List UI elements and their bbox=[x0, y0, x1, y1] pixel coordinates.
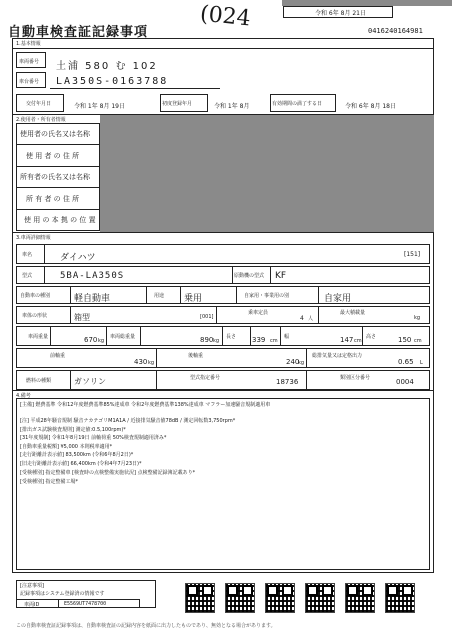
note-text: 記録事項はシステム登録済の情報です bbox=[20, 591, 105, 597]
fuel-value: ガソリン bbox=[74, 377, 106, 386]
length-unit: cm bbox=[270, 338, 278, 344]
displacement-label: 総排気量又は定格出力 bbox=[312, 353, 363, 359]
owner-row-base-location: 使 用 の 本 拠 の 位 置 bbox=[24, 216, 96, 224]
remark-line-6: [走行距離計表示値] 83,500km (令和6年8月2日)* bbox=[20, 452, 134, 458]
width-label: 幅 bbox=[284, 334, 290, 340]
remark-line-2: [注] 平成28年騒音規制 騒音ナカテゴリM1A1A / 近接排気騒音値78dB / 測定回転数3,750rpm* bbox=[20, 418, 236, 424]
shape-label: 車体の形状 bbox=[22, 313, 48, 319]
height-unit: cm bbox=[414, 338, 422, 344]
section-remarks-title: 4.備考 bbox=[16, 393, 31, 399]
footer-note: この自動車検査証記録事項は、自動車検査証の記録内容を紙面に出力したものであり、無効となる場合があります。 bbox=[16, 623, 276, 629]
owner-row-user-address: 使 用 者 の 住 所 bbox=[26, 152, 80, 160]
remark-line-5: [自動車重量税額] ¥5,000 本則税率適用* bbox=[20, 444, 113, 450]
section-basic-title: 1.基本情報 bbox=[16, 41, 41, 47]
section-owner-title: 2.使用者・所有者情報 bbox=[16, 117, 66, 123]
front-axle-label: 前軸重 bbox=[50, 353, 66, 359]
gross-unit: kg bbox=[213, 338, 220, 344]
class-value: 0004 bbox=[396, 378, 414, 386]
qr-code-4 bbox=[305, 583, 335, 613]
purpose-value: 自家用 bbox=[324, 294, 352, 304]
width-value: 147 bbox=[340, 336, 354, 344]
qr-code-6 bbox=[385, 583, 415, 613]
capacity-unit: 人 bbox=[308, 316, 314, 322]
reg-value: 土浦 580 む 102 bbox=[56, 61, 158, 72]
document-code: 0416240164981 bbox=[368, 27, 423, 35]
remark-line-7: [旧走行距離計表示値] 66,400km (令和4年7月23日)* bbox=[20, 461, 142, 467]
weight-unit: kg bbox=[98, 338, 105, 344]
first-reg-label: 初度登録年月 bbox=[162, 101, 193, 107]
height-value: 150 bbox=[398, 336, 412, 344]
maker-value: ダイハツ bbox=[60, 253, 96, 263]
remark-line-1: [主備] 燃費基準 令和12年度燃費基準85%達成車 令和2年度燃費基準138%達成車 マフラー加速騒音規制適用車 bbox=[20, 402, 271, 408]
rear-axle-label: 後軸重 bbox=[188, 353, 204, 359]
remark-line-3: [排出ガス試験検査規則] 測定値:0.5,100rpm)* bbox=[20, 427, 126, 433]
shape-code: [001] bbox=[200, 314, 214, 320]
rear-axle-value: 240 bbox=[286, 358, 300, 366]
rear-axle-unit: kg bbox=[298, 360, 305, 366]
model-value: 5BA-LA350S bbox=[60, 271, 125, 281]
gross-value: 890 bbox=[200, 336, 214, 344]
remark-line-8: [受検種別] 指定整備車 [検査時の点検整備実施状況] 点検整備記録簿記載あり* bbox=[20, 470, 196, 476]
redaction-owner-info bbox=[100, 115, 434, 232]
car-id-label: 車両ID bbox=[24, 602, 40, 608]
kind-value: 軽自動車 bbox=[74, 294, 111, 304]
height-label: 高さ bbox=[366, 334, 377, 340]
length-label: 長さ bbox=[226, 334, 237, 340]
type-cert-label: 型式指定番号 bbox=[190, 375, 221, 381]
capacity-label: 乗車定員 bbox=[248, 310, 269, 316]
qr-code-2 bbox=[225, 583, 255, 613]
kind-label: 自動車の種別 bbox=[20, 293, 51, 299]
section-vehicle-title: 3.車両詳細情報 bbox=[16, 235, 51, 241]
shape-value: 箱型 bbox=[74, 313, 90, 322]
engine-value: KF bbox=[275, 271, 287, 281]
reg-label: 車両番号 bbox=[19, 59, 40, 65]
qr-code-3 bbox=[265, 583, 295, 613]
front-axle-unit: kg bbox=[148, 360, 155, 366]
expiry-value: 令和 6年 8月 18日 bbox=[345, 103, 396, 110]
gross-label: 車両総重量 bbox=[110, 334, 136, 340]
maker-code: [151] bbox=[404, 251, 421, 258]
class-label: 類別区分番号 bbox=[340, 375, 371, 381]
front-axle-value: 430 bbox=[134, 358, 148, 366]
qr-code-1 bbox=[185, 583, 215, 613]
handwritten-number: (024 bbox=[198, 1, 252, 32]
issue-value: 令和 1年 8月 19日 bbox=[74, 103, 125, 110]
stamp-date: 令和 6年 8月 21日 bbox=[315, 10, 366, 17]
capacity-value: 4 bbox=[300, 315, 304, 322]
maker-label: 車名 bbox=[22, 252, 33, 258]
first-reg-value: 令和 1年 8月 bbox=[214, 103, 250, 110]
displacement-unit: L bbox=[420, 360, 423, 366]
displacement-value: 0.65 bbox=[398, 358, 414, 366]
issue-label: 交付年月日 bbox=[26, 101, 52, 107]
fuel-label: 燃料の種類 bbox=[26, 378, 52, 384]
remark-line-9: [受検種別] 指定整備工場* bbox=[20, 479, 78, 485]
document-title: 自動車検査証記録事項 bbox=[8, 25, 149, 40]
use-value: 乗用 bbox=[184, 294, 203, 304]
note-title: [注意事項] bbox=[20, 583, 44, 589]
engine-label: 原動機の型式 bbox=[234, 273, 265, 279]
max-load-unit: kg bbox=[414, 315, 421, 321]
qr-code-5 bbox=[345, 583, 375, 613]
owner-row-owner-name: 所有者の氏名又は名称 bbox=[20, 173, 90, 181]
owner-row-user-name: 使用者の氏名又は名称 bbox=[20, 130, 90, 138]
weight-label: 車両重量 bbox=[28, 334, 49, 340]
type-cert-value: 18736 bbox=[276, 378, 299, 386]
length-value: 339 bbox=[252, 336, 266, 344]
owner-row-owner-address: 所 有 者 の 住 所 bbox=[26, 195, 80, 203]
expiry-label: 有効期間の満了する日 bbox=[272, 101, 323, 107]
use-label: 用途 bbox=[154, 293, 165, 299]
vin-value: LA350S-0163788 bbox=[56, 76, 169, 87]
model-label: 型式 bbox=[22, 273, 33, 279]
weight-value: 670 bbox=[84, 336, 98, 344]
vin-label: 車台番号 bbox=[19, 79, 40, 85]
max-load-label: 最大積載量 bbox=[340, 310, 366, 316]
purpose-label: 自家用・事業用の別 bbox=[244, 293, 290, 299]
width-unit: cm bbox=[354, 338, 362, 344]
car-id-value: E5569UT7478700 bbox=[64, 601, 107, 607]
remark-line-4: [31年度規制] 令和1年8月19日 前軸荷重 50%検査規制適用済み* bbox=[20, 435, 167, 441]
